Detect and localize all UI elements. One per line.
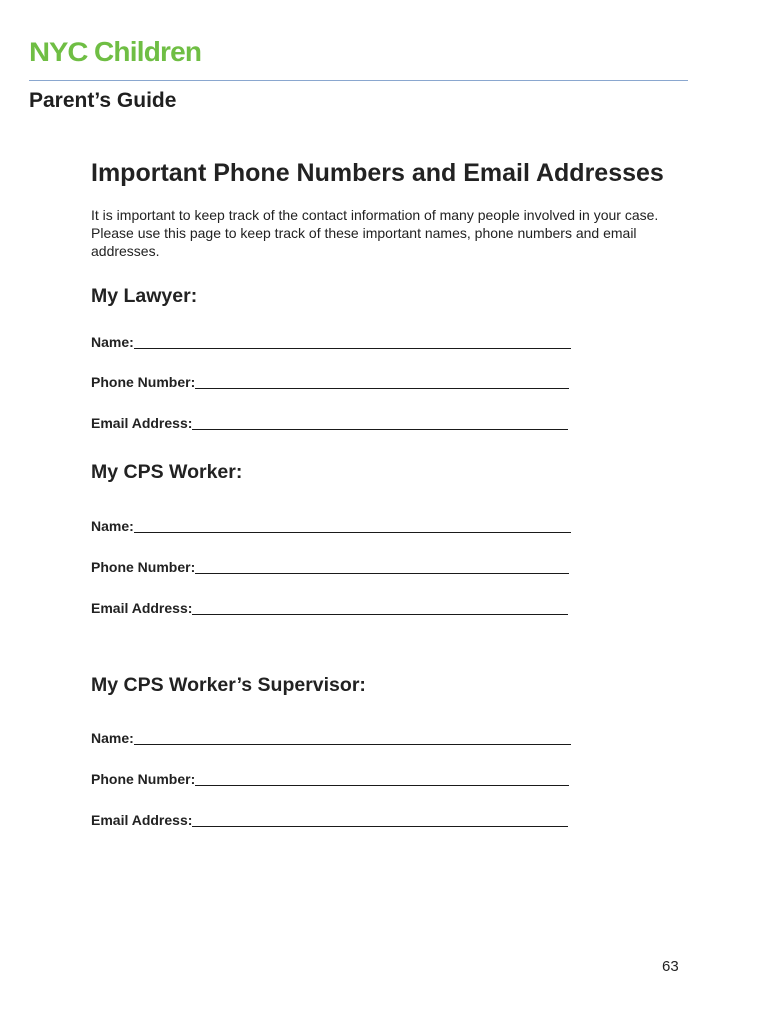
cps-supervisor-name-input-line[interactable] bbox=[134, 744, 571, 745]
logo-text: Children bbox=[94, 36, 202, 67]
field-label-phone: Phone Number: bbox=[91, 771, 196, 787]
cps-supervisor-email-input-line[interactable] bbox=[192, 826, 568, 827]
nyc-children-logo bbox=[29, 36, 201, 68]
cps-worker-phone-input-line[interactable] bbox=[195, 573, 569, 574]
lawyer-phone-field[interactable] bbox=[91, 372, 569, 390]
field-label-name: Name: bbox=[91, 518, 134, 534]
lawyer-email-field[interactable] bbox=[91, 413, 568, 431]
field-label-name: Name: bbox=[91, 334, 134, 350]
cps-worker-name-input-line[interactable] bbox=[134, 532, 571, 533]
field-label-email: Email Address: bbox=[91, 415, 193, 431]
cps-supervisor-phone-field[interactable] bbox=[91, 769, 569, 787]
cps-worker-email-input-line[interactable] bbox=[192, 614, 568, 615]
cps-worker-name-field[interactable] bbox=[91, 516, 571, 534]
field-label-email: Email Address: bbox=[91, 812, 193, 828]
lawyer-phone-input-line[interactable] bbox=[195, 388, 569, 389]
cps-supervisor-phone-input-line[interactable] bbox=[195, 785, 569, 786]
field-label-name: Name: bbox=[91, 730, 134, 746]
field-label-email: Email Address: bbox=[91, 600, 193, 616]
field-label-phone: Phone Number: bbox=[91, 374, 196, 390]
cps-worker-phone-field[interactable] bbox=[91, 557, 569, 575]
nyc-logo-mark: NYC bbox=[29, 37, 88, 67]
section-heading-cps-worker: My CPS Worker: bbox=[91, 461, 243, 483]
lawyer-name-input-line[interactable] bbox=[134, 348, 571, 349]
intro-paragraph: It is important to keep track of the contact information of many people involved in your case. Please use this page to keep track of these important names, phone numbers and email addresses. bbox=[91, 207, 659, 259]
section-heading-lawyer: My Lawyer: bbox=[91, 285, 198, 307]
header-divider bbox=[29, 80, 688, 81]
lawyer-name-field[interactable] bbox=[91, 332, 571, 350]
page-number: 63 bbox=[662, 958, 679, 975]
section-heading-cps-supervisor: My CPS Worker’s Supervisor: bbox=[91, 674, 366, 696]
lawyer-email-input-line[interactable] bbox=[192, 429, 568, 430]
cps-supervisor-email-field[interactable] bbox=[91, 810, 568, 828]
page-title: Important Phone Numbers and Email Addresses bbox=[91, 159, 664, 187]
cps-worker-email-field[interactable] bbox=[91, 598, 568, 616]
cps-supervisor-name-field[interactable] bbox=[91, 728, 571, 746]
guide-label: Parent’s Guide bbox=[29, 89, 177, 112]
field-label-phone: Phone Number: bbox=[91, 559, 196, 575]
